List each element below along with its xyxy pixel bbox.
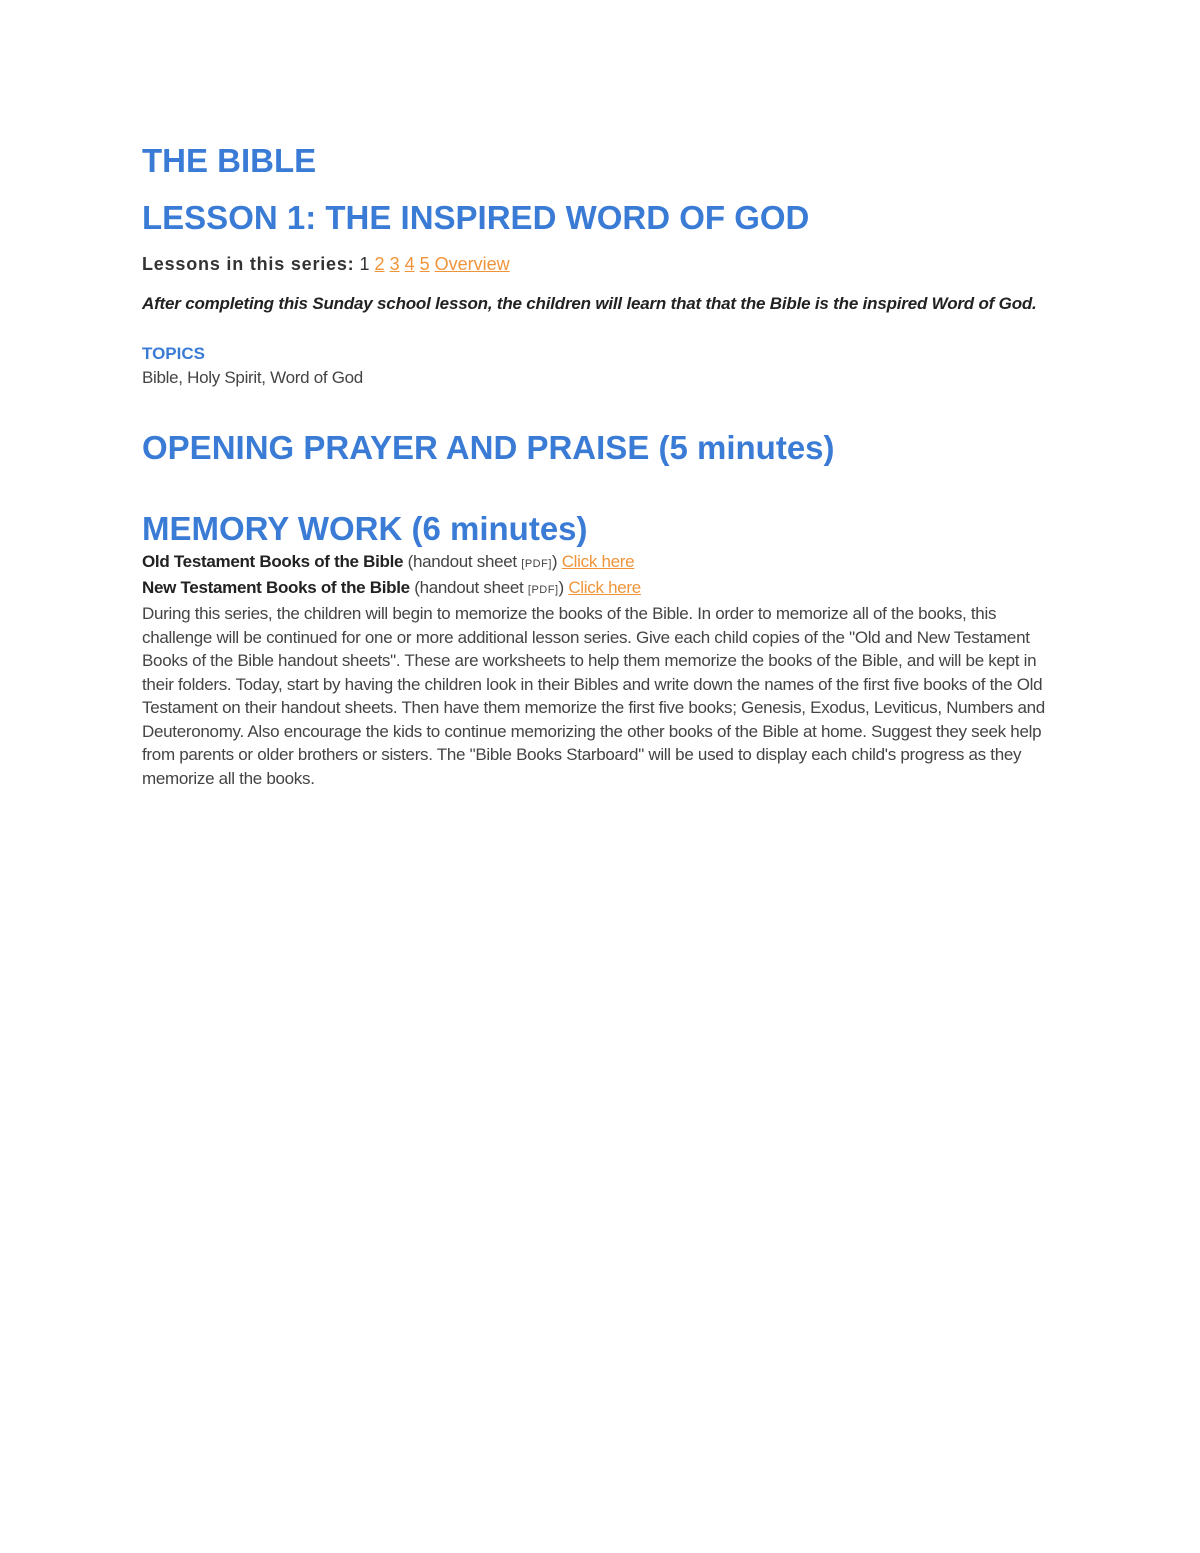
new-testament-handout [142, 576, 1062, 602]
current-lesson-number: 1 [359, 254, 370, 274]
topics-heading: TOPICS [142, 344, 205, 363]
handout-title: Old Testament Books of the Bible [142, 552, 404, 571]
overview-link[interactable]: Overview [434, 254, 510, 274]
topics-list: Bible, Holy Spirit, Word of God [142, 368, 363, 387]
old-testament-click-here-link[interactable]: Click here [561, 552, 635, 571]
document-page [142, 140, 1062, 790]
opening-prayer-heading: OPENING PRAYER AND PRAISE (5 minutes) [142, 429, 835, 466]
lesson-link-5[interactable]: 5 [419, 254, 430, 274]
series-title: THE BIBLE [142, 142, 317, 179]
series-nav [142, 252, 1062, 276]
memory-work-body: During this series, the children will begin to memorize the books of the Bible. In order to memorize all of the books, this challenge will be continued for one or more additional lesson series. Give each child copies of the "Old and New Testament Books of the Bible handout sheets". These are worksheets to help them memorize the books of the Bible, and will be kept in their folders. Today, start by having the children look in their Bibles and write down the names of the first five books of the Old Testament on their handout sheets. Then have them memorize the first five books; Genesis, Exodus, Leviticus, Numbers and Deuteronomy. Also encourage the kids to continue memorizing the other books of the Bible at home. Suggest they seek help from parents or older brothers or sisters. The "Bible Books Starboard" will be used to display each child's progress as they memorize all the books. [142, 604, 1045, 788]
lesson-link-3[interactable]: 3 [389, 254, 400, 274]
new-testament-click-here-link[interactable]: Click here [568, 578, 641, 597]
series-nav-label: Lessons in this series: [142, 254, 355, 274]
lesson-title: LESSON 1: THE INSPIRED WORD OF GOD [142, 199, 810, 236]
handout-note-post: ) [558, 578, 564, 597]
handout-note-post: ) [551, 552, 558, 571]
lesson-objective: After completing this Sunday school lesson, the children will learn that that the Bible is the inspired Word of God. [142, 294, 1037, 313]
handout-title: New Testament Books of the Bible [142, 578, 410, 597]
pdf-tag: [PDF] [527, 584, 559, 596]
lesson-link-2[interactable]: 2 [374, 254, 385, 274]
memory-work-heading: MEMORY WORK (6 minutes) [142, 510, 588, 547]
lesson-link-4[interactable]: 4 [404, 254, 415, 274]
pdf-tag: [PDF] [521, 558, 552, 570]
handout-note-pre: (handout sheet [407, 552, 522, 571]
old-testament-handout [142, 550, 1062, 576]
handout-note-pre: (handout sheet [414, 578, 528, 597]
